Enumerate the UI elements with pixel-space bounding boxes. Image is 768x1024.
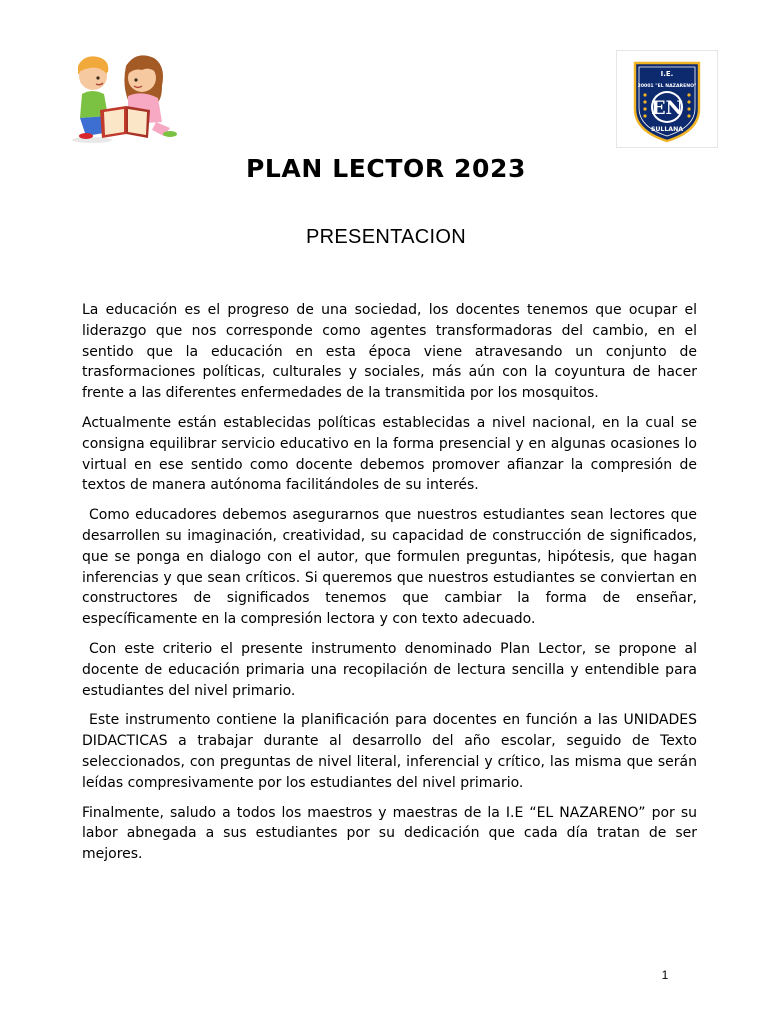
paragraph: Actualmente están establecidas políticas establecidas a nivel nacional, en la cual se consigna equilibrar servicio educativo en la forma presencial y en algunas ocasiones lo virtual en ese sentido como docente debemos promover afianzar la compresión de textos de manera autónoma facilitándoles de su interés. <box>82 414 697 494</box>
document-title: PLAN LECTOR 2023 <box>245 154 527 183</box>
crest-ring-text: 20001 "EL NAZARENO" <box>637 84 697 89</box>
school-logo-frame <box>616 50 718 148</box>
section-heading: PRESENTACION <box>306 226 466 248</box>
crest-top-text: I.E. <box>660 70 674 78</box>
page-number: 1 <box>661 968 669 982</box>
crest-monogram: EN <box>651 97 683 119</box>
body-text <box>82 300 697 874</box>
paragraph: La educación es el progreso de una sociedad, los docentes tenemos que ocupar el liderazgo que nos corresponde como agentes transformadoras del cambio, en el sentido que la educación en esta época viene atravesando un conjunto de trasformaciones políticas, culturales y sociales, más aún con la coyuntura de hacer frente a las diferentes enfermedades de la transmitida por los mosquitos. <box>82 302 697 402</box>
paragraph: Este instrumento contiene la planificación para docentes en función a las UNIDADES DIDACTICAS a trabajar durante al desarrollo del año escolar, seguido de Texto seleccionados, con preguntas de nivel literal, inferencial y crítico, las misma que serán leídas compresivamente por los estudiantes del nivel primario. <box>82 712 697 791</box>
paragraph: Finalmente, saludo a todos los maestros y maestras de la I.E “EL NAZARENO” por su labor abnegada a sus estudiantes por su dedicación que cada día tratan de ser mejores. <box>82 804 697 863</box>
paragraph: Como educadores debemos asegurarnos que nuestros estudiantes sean lectores que desarrollen su imaginación, creatividad, su capacidad de construcción de significados, que se ponga en dialogo con el autor, que formulen preguntas, hipótesis, que hagan inferencias y que sean críticos. Si queremos que nuestros estudiantes se conviertan en constructores de significados tenemos que cambiar la forma de enseñar, específicamente en la compresión lectora y con texto adecuado. <box>82 507 697 628</box>
paragraph: Con este criterio el presente instrumento denominado Plan Lector, se propone al docente de educación primaria una recopilación de lectura sencilla y entendible para estudiantes del nivel primario. <box>82 640 697 699</box>
children-reading-book-icon <box>70 52 180 144</box>
school-crest-icon <box>617 51 717 147</box>
crest-bottom-text: SULLANA <box>650 126 684 133</box>
